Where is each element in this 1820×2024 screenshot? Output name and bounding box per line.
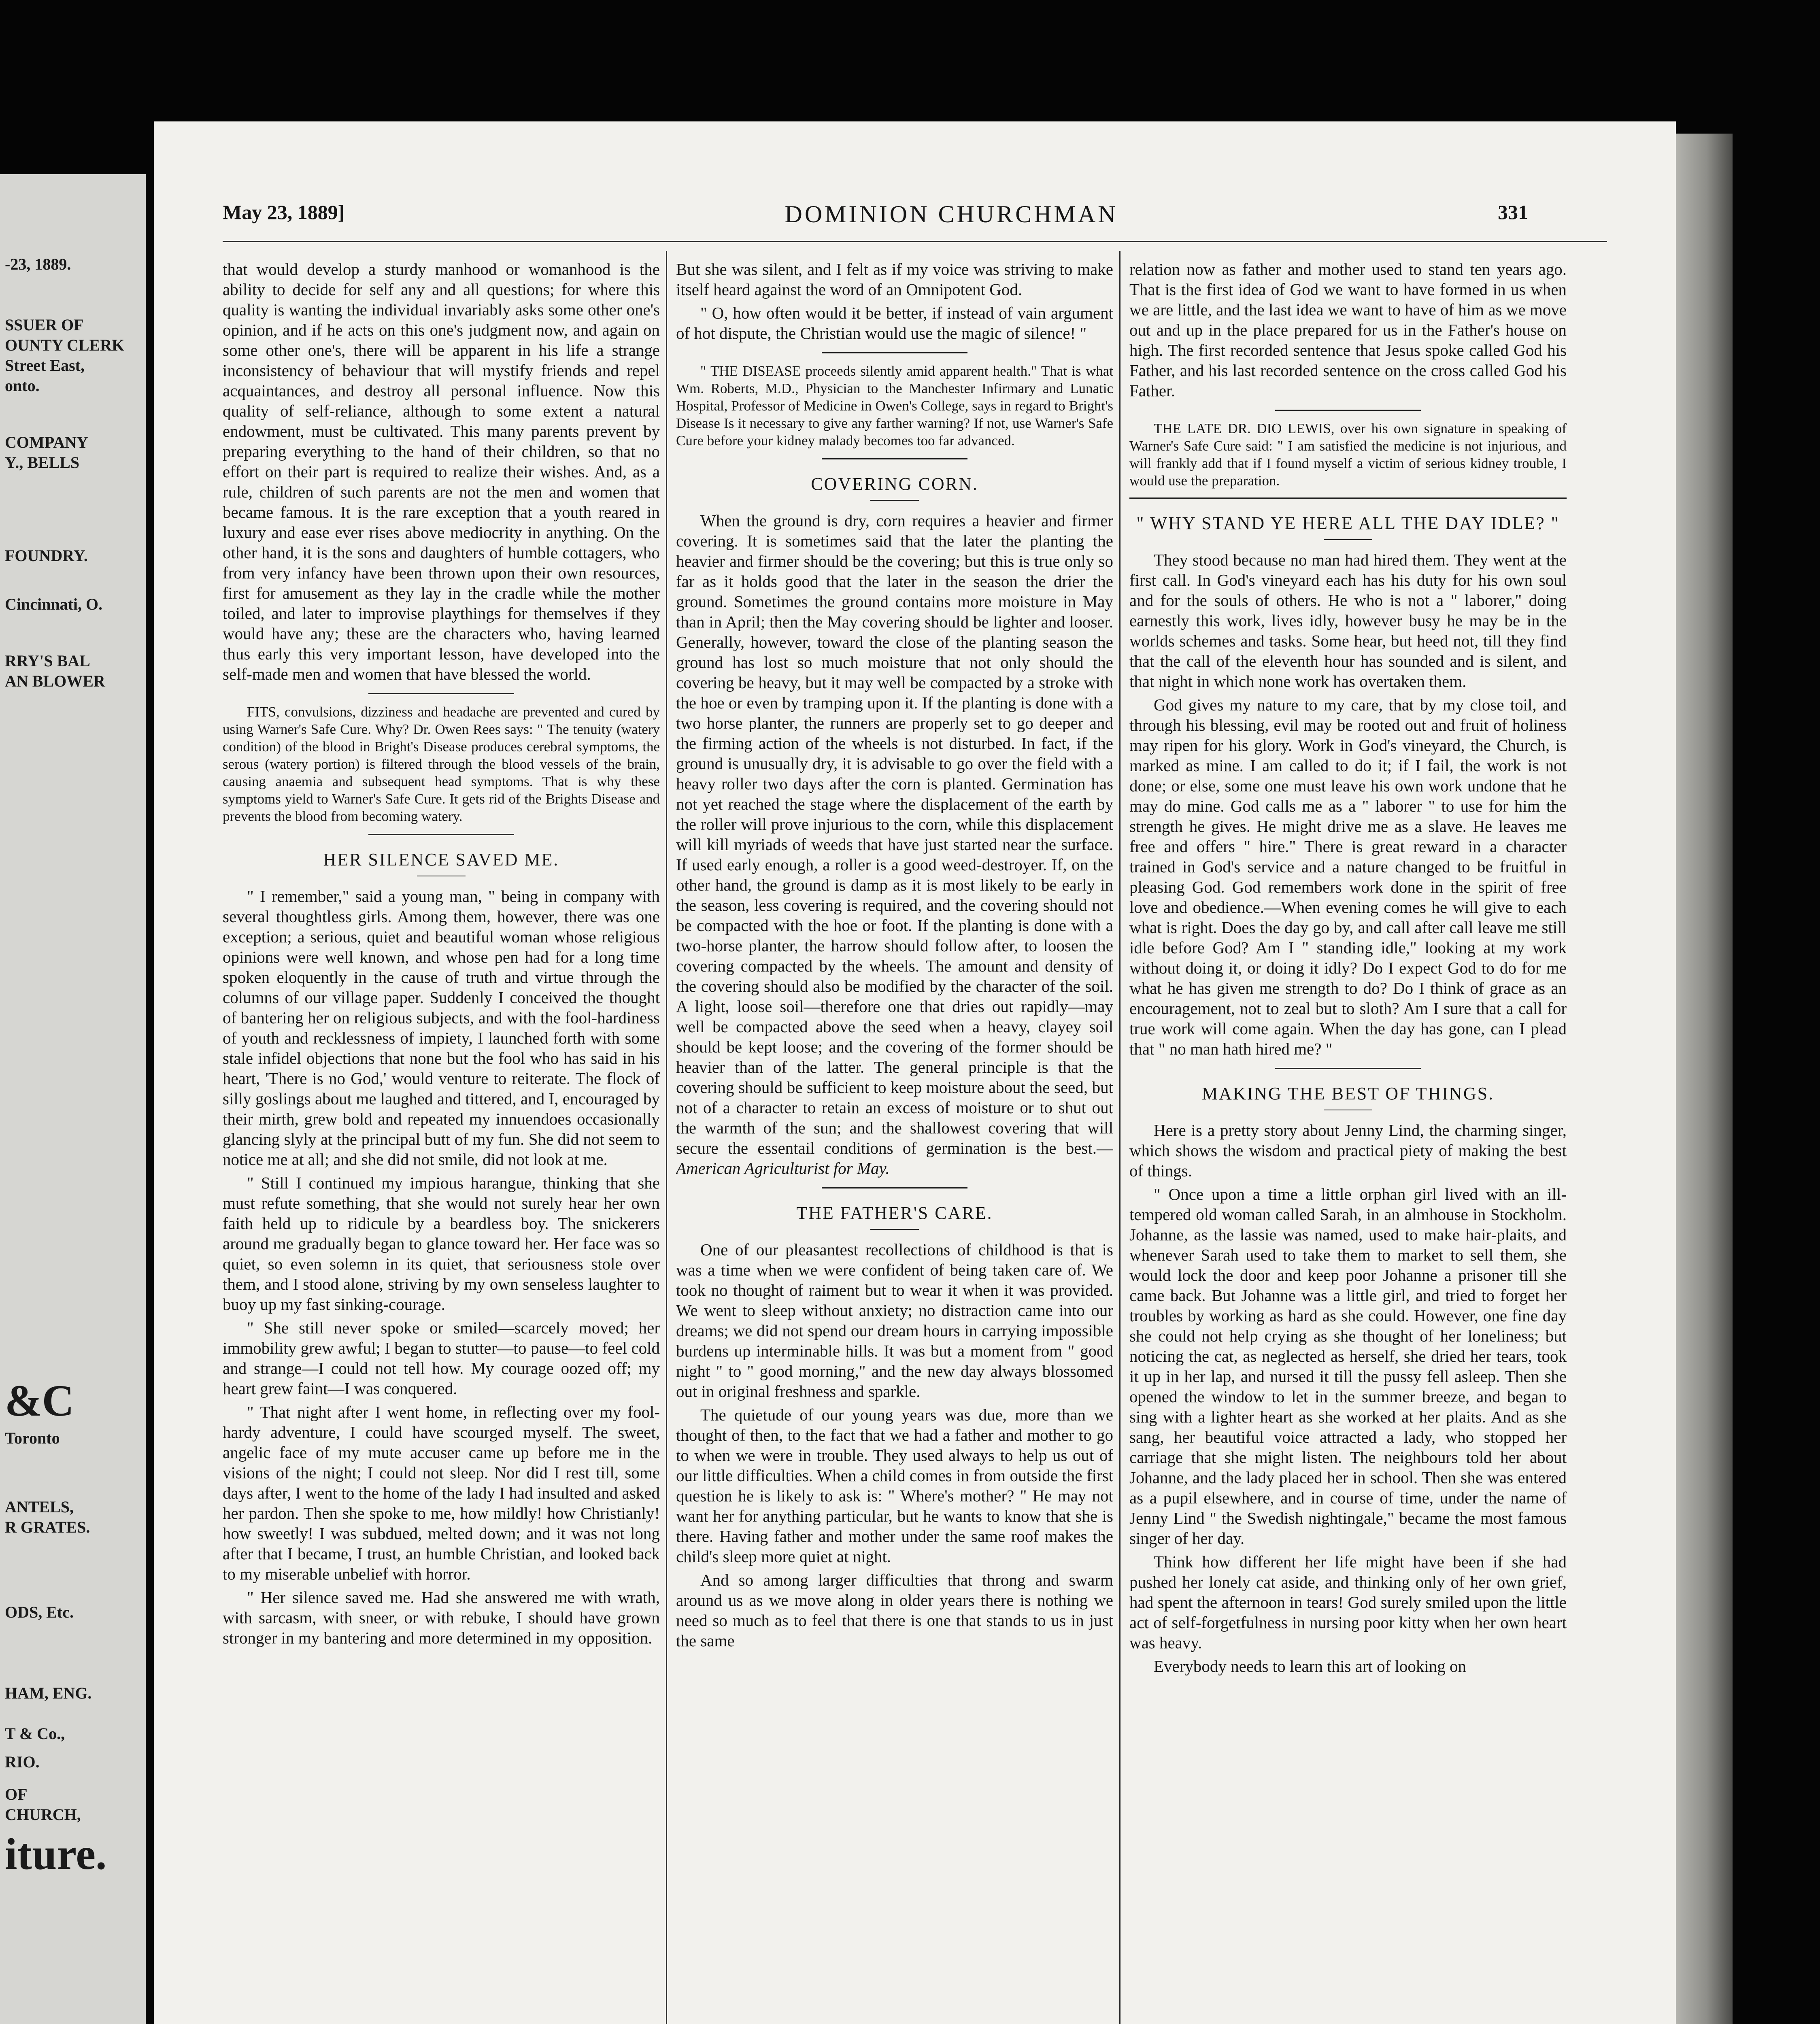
article-paragraph: Think how different her life might have been if she had pushed her lonely cat aside, and thinking only of her own grief, had spent the afternoon in tears! God surely smiled upon the little act of self-forgetfulness in nursing poor kitty when her own heart was heavy. (1129, 1552, 1567, 1652)
left-page-line: Cincinnati, O. (5, 595, 103, 613)
left-page-line: RIO. (5, 1753, 40, 1771)
left-page-line: HAM, ENG. (5, 1684, 92, 1702)
masthead-title: DOMINION CHURCHMAN (785, 201, 1118, 227)
section-rule (368, 693, 514, 694)
section-rule (1129, 497, 1567, 499)
section-rule (368, 834, 514, 835)
article-paragraph: " Once upon a time a little orphan girl lived with an ill-tempered old woman called Sarah, in an almhouse in Stockholm. Johanne, as the lassie was named, used to make hair-plaits, and whenever Sarah used to take them to market to sell them, she would lock the door and keep poor Johanne a prisoner till she came back. But Johanne was a little girl, and tried to forget her troubles by working as hard as she could. However, one fine day she could not help crying as she thought of her loneliness; but noticing the cat, as neglected as herself, she dried her tears, took it up in her lap, and nursed it till the pussy fell asleep. Then she opened the window to let in the summer breeze, and began to sing with a lighter heart as she worked at her plaits. And as she sang, her beautiful voice attracted a lady, who stopped her carriage that she might listen. The neighbours told her about Johanne, and the lady placed her in school. Then she was entered as a pupil elsewhere, and in course of time, under the name of Jenny Lind " the Swedish nightingale," became the most famous singer of her day. (1129, 1185, 1567, 1548)
article-paragraph: " Her silence saved me. Had she answered me with wrath, with sarcasm, with sneer, or with rebuke, I should have grown stronger in my bantering and more determined in my opposition. (223, 1588, 660, 1647)
article-heading: HER SILENCE SAVED ME. (323, 850, 559, 870)
article-paragraph: that would develop a sturdy manhood or womanhood is the ability to decide for self any and all questions; for where this quality is wanting the individual invariably asks some other one's opinion, and if he acts on this one's judgment now, and again on some other one's, there will be apparent in his life a strange inconsistency of behaviour that will mystify friends and repel acquaintances, and destroy all personal influence. Now this quality of self-reliance, although to some extent a natural endowment, must be cultivated. This many parents prevent by preparing everything to the hand of their children, so that no effort on their part is required to realize their wishes. And, as a rule, children of such parents are not the men and women that became famous. It is the rare exception that a youth reared in luxury and ease ever rises above mediocrity in anything. On the other hand, it is the sons and daughters of humble cottagers, who from very infancy have been thrown upon their own resources, first for amusement as they lay in the cradle while the mother toiled, and later to improvise playthings for themselves if they would have any; these are the characters who, having learned thus early this very important lesson, have developed into the self-made men and women that have blessed the world. (223, 260, 660, 683)
book-spine-edge (1668, 134, 1733, 2024)
section-rule (822, 458, 967, 459)
article-paragraph: The quietude of our young years was due, more than we thought of then, to the fact that we had a father and mother to go to when we were in trouble. They used always to help us out of our little difficulties. When a child comes in from outside the first question he is likely to ask is: " Where's mother? " He may not want her for anything particular, but he wants to know that she is there. Having father and mother under the same roof makes the child's sleep more quiet at night. (676, 1405, 1113, 1566)
left-page-line: CHURCH, (5, 1805, 81, 1824)
article-paragraph: They stood because no man had hired them. They went at the first call. In God's vineyard each has his duty for his own soul and for the souls of others. He who is not a " laborer," doing earnestly this work, lives idly, however busy he may be in the worlds schemes and tasks. Some hear, but heed not, till they find that the call of the eleventh hour has sounded and is silent, and that night in which none work has overtaken them. (1129, 551, 1567, 691)
header-rule (223, 241, 1607, 242)
section-rule (1275, 1068, 1421, 1069)
article-paragraph: Here is a pretty story about Jenny Lind, the charming singer, which shows the wisdom and practical piety of making the best of things. (1129, 1121, 1567, 1180)
article-credit: American Agriculturist for May. (676, 1159, 890, 1178)
left-page-line: ANTELS, (5, 1498, 74, 1516)
left-page-line: Street East, (5, 356, 85, 374)
section-rule (822, 352, 967, 353)
newspaper-page (154, 121, 1676, 2024)
left-page-line: COMPANY (5, 433, 88, 451)
left-page-line: RRY'S BAL (5, 652, 90, 670)
section-rule (1275, 410, 1421, 411)
heading-rule (870, 1229, 919, 1230)
left-page-line: onto. (5, 376, 40, 395)
article-heading: THE FATHER'S CARE. (796, 1203, 993, 1223)
article-paragraph: But she was silent, and I felt as if my voice was striving to make itself heard against the word of an Omnipotent God. (676, 260, 1113, 299)
article-paragraph: " Still I continued my impious harangue, thinking that she must refute something, that she would not surely hear her own faith held up to ridicule by a beardless boy. The snickerers around me gradually began to glance toward her. Her face was so quiet, so even solemn in its quiet, that seriousness stole over them, and I stood alone, striving by my own senseless laughter to buoy up my fast sinking-courage. (223, 1174, 660, 1314)
article-paragraph: " O, how often would it be better, if instead of vain argument of hot dispute, the Christian would use the magic of silence! " (676, 304, 1113, 342)
left-page-line: ODS, Etc. (5, 1603, 74, 1621)
left-page-line: SSUER OF (5, 316, 84, 334)
left-page-line: OUNTY CLERK (5, 336, 125, 354)
left-page-line: -23, 1889. (5, 255, 71, 273)
advertisement: " THE DISEASE proceeds silently amid apparent health." That is what Wm. Roberts, M.D., Physician to the Manchester Infirmary and Lunatic Hospital, Professor of Medicine in Owen's College, says in regard to Bright's Disease Is it necessary to give any farther warning? If not, use Warner's Safe Cure before your kidney malady becomes too far advanced. (676, 363, 1113, 449)
column-divider (666, 251, 667, 2024)
page-number: 331 (1498, 201, 1528, 223)
article-paragraph: relation now as father and mother used to stand ten years ago. That is the first idea of God we want to have formed in us when we are little, and the last idea we want to have of him as we move out and up in the place prepared for us in the Father's house on high. The first recorded sentence that Jesus spoke called God his Father, and his last recorded sentence on the cross called God his Father. (1129, 260, 1567, 400)
article-paragraph (676, 510, 1113, 1178)
article-paragraph: " She still never spoke or smiled—scarcely moved; her immobility grew awful; I began to stutter—to pause—to feel cold and strange—I could not tell how. My courage oozed off; my heart grew faint—I was conquered. (223, 1318, 660, 1398)
left-page-line: Y., BELLS (5, 453, 80, 472)
article-paragraph: " I remember," said a young man, " being in company with several thoughtless girls. Among them, however, there was one exception; a serious, quiet and beautiful woman whose religious opinions were well known, and whose pen had for a long time spoken eloquently in the cause of truth and virtue through the columns of our village paper. Suddenly I conceived the thought of bantering her on religious subjects, and with the fool-hardiness of youth and recklessness of impiety, I launched forth with some stale infidel objections that none but the fool who has said in his heart, 'There is no God,' would venture to reiterate. The flock of silly goslings about me laughed and tittered, and I, encouraged by their mirth, grew bold and repeated my innuendoes occasionally glancing slyly at the principal butt of my fun. She did not seem to notice me at all; and she did not smile, did not look at me. (223, 887, 660, 1169)
left-page-line: R GRATES. (5, 1518, 90, 1536)
article-text: When the ground is dry, corn requires a heavier and firmer covering. It is sometimes said that the later the planting the heavier and firmer should be the covering; but this is true only so far as it holds good that the later in the season the drier the ground. Sometimes the ground contains more moisture in May than in April; then the May covering should be lighter and looser. Generally, however, toward the close of the planting season the ground has lost so much moisture that not only should the covering be heavy, but it may well be compacted by a stroke with the hoe or even by tramping upon it. If the planting is done with a two horse planter, the runners are properly set to go deeper and the firming action of the wheels is not disturbed. In fact, if the ground is unusually dry, it is advisable to go over the field with a heavy roller two days after the corn is planted. Germination has not yet reached the stage where the displacement of the earth by the roller will prove injurious to the corn, while this displacement will kill myriads of weeds that have just started near the surface. If used early enough, a roller is a good weed-destroyer. If, on the other hand, the ground is damp as it is most likely to be early in the season, less covering is required, and the covering should not be compacted with the hoe or foot. If the planting is done with a two-horse planter, the harrow should follow after, to loosen the covering compacted by the wheels. The amount and density of the covering should also be modified by the character of the soil. A light, loose soil—therefore one that dries out rapidly—may well be compacted above the seed when a heavy, clayey soil should be kept loose; and the covering of the former should be heavier than of the latter. The general principle is that the covering should be sufficient to keep moisture about the seed, but not of a character to retain an excess of moisture or to shut out the warmth of the sun; and the shallowest covering that will secure the essentail conditions of germination is the best.— (676, 511, 1113, 1157)
article-paragraph: Everybody needs to learn this art of looking on (1154, 1657, 1466, 1675)
article-paragraph: " That night after I went home, in reflecting over my fool-hardy adventure, I could have scourged myself. The sweet, angelic face of my mute accuser came up before me in the visions of the night; I could not sleep. Nor did I rest till, some days after, I went to the home of the lady I had insulted and asked her pardon. Then she spoke to me, how mildly! how Christianly! how sweetly! I was subdued, melted down; and it was not long after that I became, I trust, an humble Christian, and looked back to my miserable unbelief with horror. (223, 1403, 660, 1583)
advertisement: FITS, convulsions, dizziness and headache are prevented and cured by using Warner's Safe Cure. Why? Dr. Owen Rees says: " The tenuity (watery condition) of the blood in Bright's Disease produces cerebral symptoms, the serous (watery portion) is filtered through the blood vessels of the brain, causing anaemia and subsequent head symptoms. That is why these symptoms yield to Warner's Safe Cure. It gets rid of the Brights Disease and prevents the blood from becoming watery. (223, 704, 660, 824)
section-rule (822, 1187, 967, 1188)
left-page-line: T & Co., (5, 1724, 65, 1743)
article-heading: COVERING CORN. (811, 474, 978, 494)
left-page-line: FOUNDRY. (5, 546, 88, 565)
article-heading: " WHY STAND YE HERE ALL THE DAY IDLE? " (1136, 513, 1560, 533)
column-divider (1119, 251, 1120, 2024)
heading-rule (870, 500, 919, 501)
issue-date: May 23, 1889] (223, 201, 345, 223)
article-paragraph: And so among larger difficulties that throng and swarm around us as we move along in older years there is nothing we need so much as to feel that there is one that stands to us in just the same (676, 1571, 1113, 1650)
left-page-line: &C (5, 1376, 74, 1425)
left-page-line: AN BLOWER (5, 672, 105, 690)
left-page-line: iture. (5, 1829, 107, 1879)
heading-rule (1324, 539, 1372, 540)
column-2 (676, 259, 1113, 2024)
article-paragraph: God gives my nature to my care, that by my close toil, and through his blessing, evil may be rooted out and fruit of holiness may ripen for his glory. Work in God's vineyard, the Church, is marked as mine. I am called to do it; if I fail, the work is not done; or else, some one must leave his own work undone that he may do mine. God calls me as a " laborer " to use for him the strength he gives. He might drive me as a slave. He leaves me free and offers " hire." There is great reward in a character trained in God's service and a nature changed to be fruitful in pleasing God. God remembers work done in the spirit of free love and obedience.—When evening comes he will give to each what is right. Does the day go by, and call after call leave me still idle before God? Am I " standing idle," looking at my work without doing it, or doing it idly? Do I expect God to do for me what he has given me strength to do? Do I think of grace as an encouragement, not to zeal but to sloth? Am I sure that a call for true work will come again. When the day has gone, can I plead that " no man hath hired me? " (1129, 695, 1567, 1058)
column-1 (223, 259, 660, 2024)
article-heading: MAKING THE BEST OF THINGS. (1201, 1084, 1495, 1103)
advertisement: THE LATE DR. DIO LEWIS, over his own signature in speaking of Warner's Safe Cure said: " I am satisfied the medicine is not injurious, and will frankly add that if I found myself a victim of serious kidney trouble, I would use the preparation. (1129, 421, 1567, 489)
article-paragraph: One of our pleasantest recollections of childhood is that is was a time when we were confident of being taken care of. We took no thought of raiment but to wear it when it was provided. We went to sleep without anxiety; no distraction came into our dreams; we did not spend our dream hours in carrying impossible burdens up interminable hills. It was but a moment from " good night " to " good morning," and the new day always blossomed out in original freshness and sparkle. (676, 1240, 1113, 1401)
column-3 (1129, 259, 1567, 2024)
left-page-line: Toronto (5, 1429, 60, 1447)
adjacent-page-fragment (0, 174, 146, 2024)
left-page-line: OF (5, 1785, 28, 1803)
